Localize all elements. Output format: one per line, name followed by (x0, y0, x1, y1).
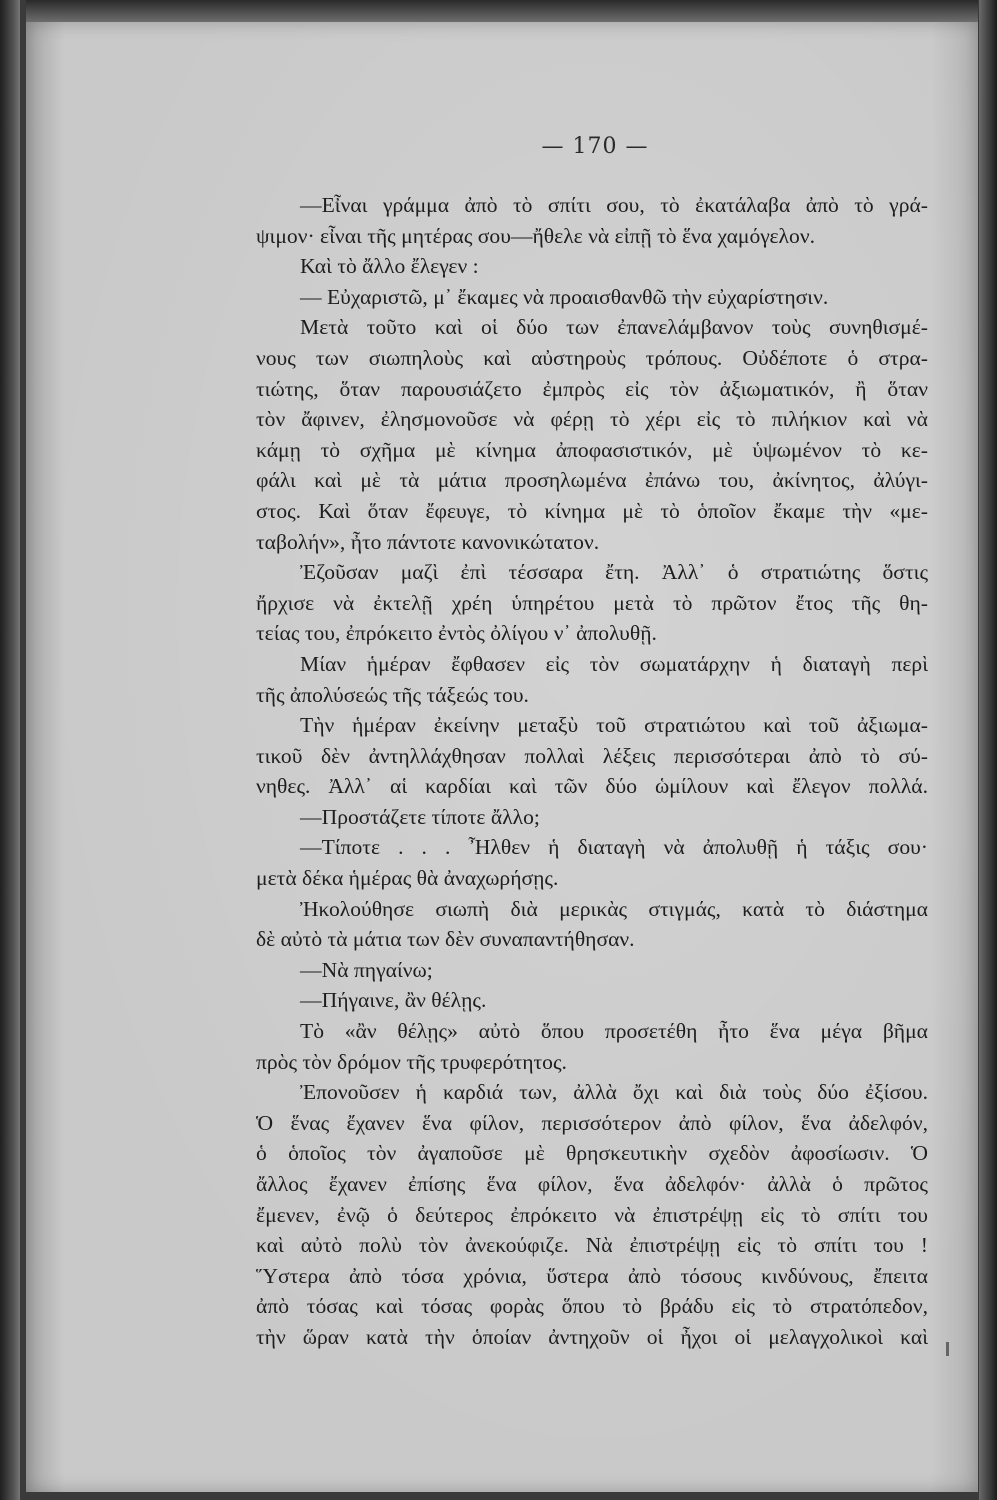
text-line: τὸν ἄφινεν, ἐλησμονοῦσε νὰ φέρῃ τὸ χέρι εἰς τὸ πιλήκιον καὶ νὰ (256, 407, 928, 432)
text-line: Ἐζοῦσαν μαζὶ ἐπὶ τέσσαρα ἔτη. Ἀλλ᾽ ὁ στρατιώτης ὅστις (300, 560, 928, 585)
body-text (256, 190, 928, 1353)
text-line: Τὴν ἡμέραν ἐκείνην μεταξὺ τοῦ στρατιώτου καὶ τοῦ ἀξιωμα- (300, 713, 928, 738)
text-line: τιώτης, ὅταν παρουσιάζετο ἐμπρὸς εἰς τὸν ἀξιωματικόν, ἢ ὅταν (256, 376, 928, 401)
text-line: Ἐπονοῦσεν ἡ καρδιά των, ἀλλὰ ὄχι καὶ διὰ τοὺς δύο ἐξίσου. (300, 1080, 928, 1105)
margin-mark (946, 1342, 949, 1356)
text-line: ταβολήν», ἦτο πάντοτε κανονικώτατον. (256, 529, 600, 554)
left-binding-edge (0, 0, 20, 1500)
text-line: στος. Καὶ ὅταν ἔφευγε, τὸ κίνημα μὲ τὸ ὁποῖον ἔκαμε τὴν «με- (256, 498, 928, 523)
right-binding-edge (979, 0, 997, 1500)
text-line: Ὁ ἕνας ἔχανεν ἕνα φίλον, περισσότερον ἀπὸ φίλον, ἕνα ἀδελφόν, (256, 1110, 928, 1135)
text-line: Ἠκολούθησε σιωπὴ διὰ μερικὰς στιγμάς, κατὰ τὸ διάστημα (300, 896, 928, 921)
text-line: Μίαν ἡμέραν ἔφθασεν εἰς τὸν σωματάρχην ἡ διαταγὴ περὶ (300, 651, 928, 676)
text-line: μετὰ δέκα ἡμέρας θὰ ἀναχωρήσῃς. (256, 866, 559, 891)
text-line: —Εἶναι γράμμα ἀπὸ τὸ σπίτι σου, τὸ ἐκατάλαβα ἀπὸ τὸ γρά- (300, 193, 928, 217)
text-line: πρὸς τὸν δρόμον τῆς τρυφερότητος. (256, 1049, 567, 1074)
text-line: φάλι καὶ μὲ τὰ μάτια προσηλωμένα ἐπάνω του, ἀκίνητος, ἀλύγι- (256, 468, 928, 493)
text-line: Μετὰ τοῦτο καὶ οἱ δύο των ἐπανελάμβανον τοὺς συνηθισμέ- (300, 315, 928, 340)
text-line: —Πήγαινε, ἂν θέλῃς. (300, 988, 487, 1013)
text-line: καὶ αὐτὸ πολὺ τὸν ἀνεκούφιζε. Νὰ ἐπιστρέψῃ εἰς τὸ σπίτι του ! (256, 1233, 928, 1258)
text-line: τείας του, ἐπρόκειτο ἐντὸς ὀλίγου ν᾽ ἀπολυθῇ. (256, 621, 657, 646)
text-line: Τὸ «ἂν θέλῃς» αὐτὸ ὅπου προσετέθη ἦτο ἕνα μέγα βῆμα (300, 1019, 928, 1044)
text-line: ψιμον· εἶναι τῆς μητέρας σου—ἤθελε νὰ εἰπῇ τὸ ἕνα χαμόγελον. (256, 223, 815, 248)
text-line: ἤρχισε νὰ ἐκτελῇ χρέη ὑπηρέτου μετὰ τὸ πρῶτον ἔτος τῆς θη- (256, 590, 928, 615)
text-line: Καὶ τὸ ἄλλο ἔλεγεν : (300, 254, 479, 279)
text-line: ὁ ὁποῖος τὸν ἀγαποῦσε μὲ θρησκευτικὴν σχεδὸν ἀφοσίωσιν. Ὁ (256, 1141, 928, 1166)
text-line: τὴν ὥραν κατὰ τὴν ὁποίαν ἀντηχοῦν οἱ ἦχοι οἱ μελαγχολικοὶ καὶ (256, 1324, 928, 1349)
text-line: —Νὰ πηγαίνω; (300, 957, 433, 982)
text-line: ἔμενεν, ἐνῷ ὁ δεύτερος ἐπρόκειτο νὰ ἐπιστρέψῃ εἰς τὸ σπίτι του (256, 1202, 928, 1227)
page-number: — 170 — (541, 134, 649, 159)
text-line: κάμῃ τὸ σχῆμα μὲ κίνημα ἀποφασιστικόν, μὲ ὑψωμένον τὸ κε- (256, 437, 928, 462)
text-line: ἄλλος ἔχανεν ἐπίσης ἕνα φίλον, ἕνα ἀδελφόν· ἀλλὰ ὁ πρῶτος (256, 1172, 928, 1196)
text-line: νηθες. Ἀλλ᾽ αἱ καρδίαι καὶ τῶν δύο ὡμίλουν καὶ ἔλεγον πολλά. (256, 774, 928, 799)
text-line: Ὕστερα ἀπὸ τόσα χρόνια, ὕστερα ἀπὸ τόσους κινδύνους, ἔπειτα (256, 1263, 928, 1288)
text-line: — Εὐχαριστῶ, μ᾽ ἔκαμες νὰ προαισθανθῶ τὴν εὐχαρίστησιν. (300, 284, 829, 309)
text-line: τικοῦ δὲν ἀντηλλάχθησαν πολλαὶ λέξεις περισσότεραι ἀπὸ τὸ σύ- (256, 743, 928, 768)
text-line: —Προστάζετε τίποτε ἄλλο; (300, 804, 540, 829)
text-line: —Τίποτε . . . Ἦλθεν ἡ διαταγὴ νὰ ἀπολυθῇ ἡ τάξις σου· (300, 835, 928, 860)
text-line: τῆς ἀπολύσεώς τῆς τάξεώς του. (256, 682, 529, 707)
top-page-edge (26, 0, 978, 22)
text-line: ἀπὸ τόσας καὶ τόσας φορὰς ὅπου τὸ βράδυ εἰς τὸ στρατόπεδον, (256, 1294, 928, 1319)
text-line: νους των σιωπηλοὺς καὶ αὐστηροὺς τρόπους. Οὐδέποτε ὁ στρα- (256, 345, 928, 370)
text-line: δὲ αὐτὸ τὰ μάτια των δὲν συναπαντήθησαν. (256, 927, 635, 952)
